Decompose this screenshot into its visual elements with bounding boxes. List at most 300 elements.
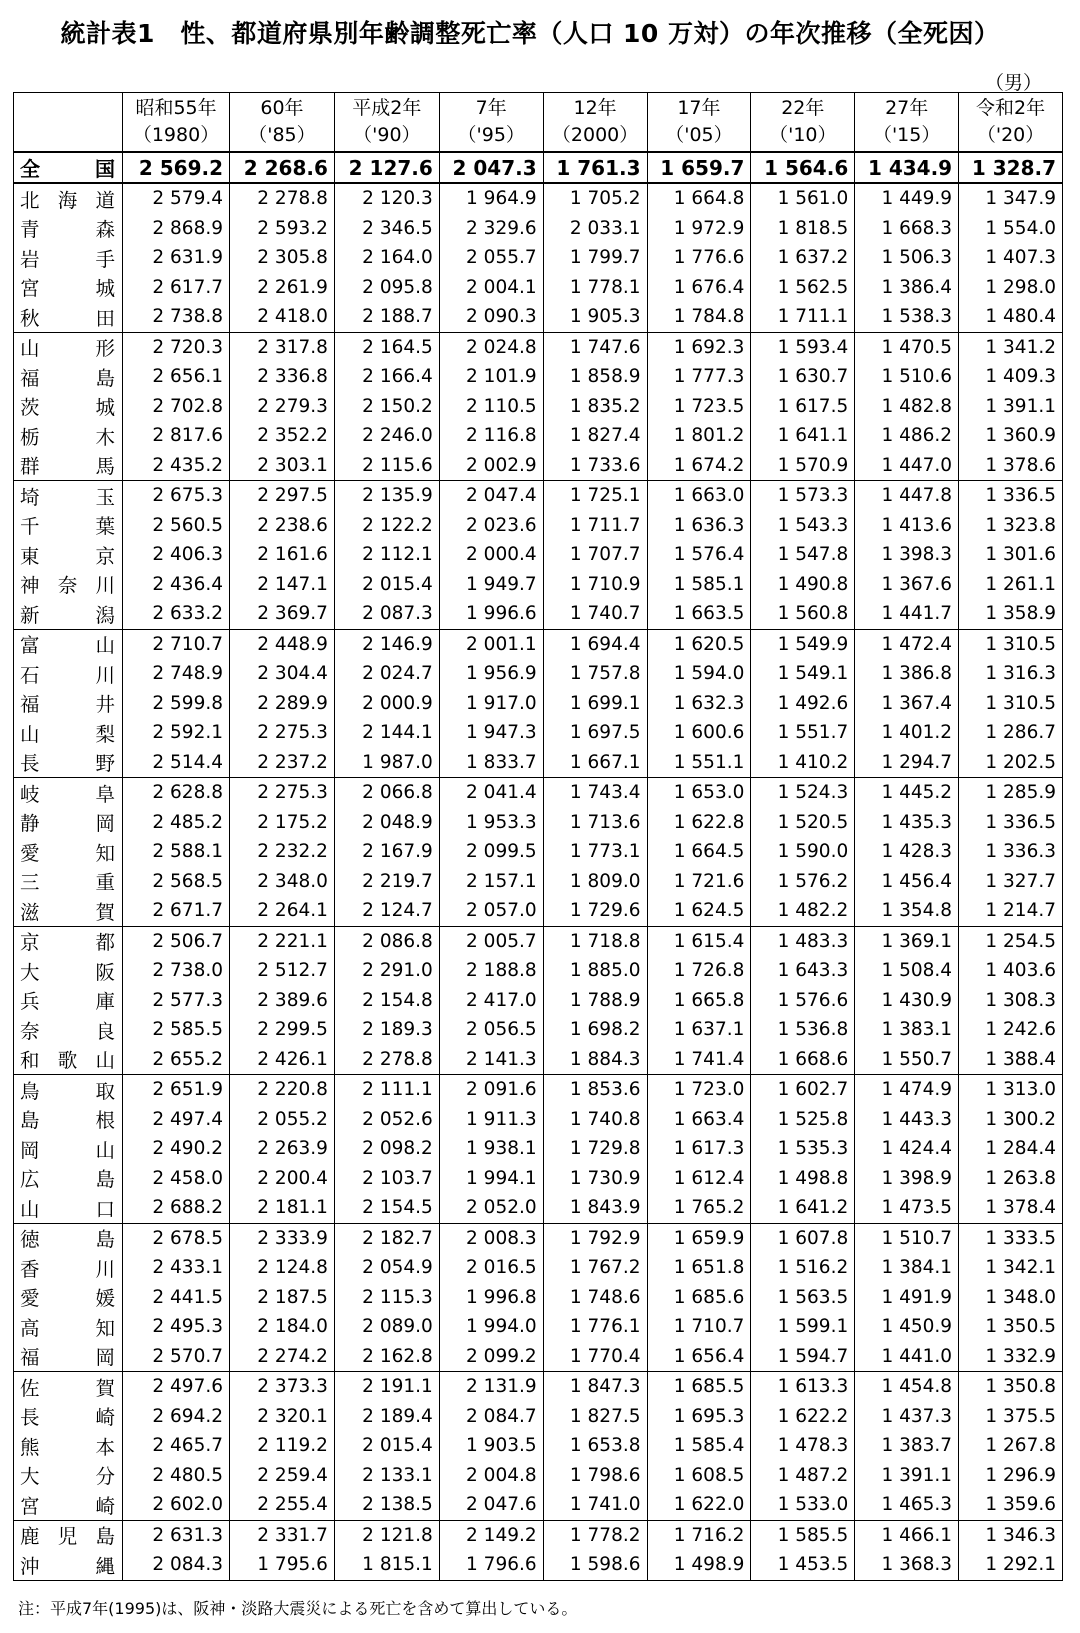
table-cell: 1 413.6: [855, 511, 959, 541]
table-cell: 1 285.9: [959, 778, 1063, 808]
table-cell: 2 144.1: [334, 718, 439, 748]
prefecture-name: 静岡: [14, 808, 123, 838]
table-cell: 2 480.5: [123, 1461, 230, 1491]
table-row: [14, 1372, 1063, 1402]
table-cell: 1 778.2: [543, 1520, 647, 1550]
table-cell: 1 695.3: [647, 1402, 751, 1432]
table-cell: 1 809.0: [543, 867, 647, 897]
table-cell: 1 776.6: [647, 243, 751, 273]
table-cell: 2 084.3: [123, 1550, 230, 1580]
table-row: [14, 332, 1063, 362]
table-cell: 1 602.7: [751, 1075, 855, 1105]
table-cell: 1 767.2: [543, 1253, 647, 1283]
table-cell: 1 473.5: [855, 1193, 959, 1223]
table-cell: 2 232.2: [230, 837, 335, 867]
table-cell: 2 120.3: [334, 183, 439, 214]
header-corner: [14, 93, 123, 153]
table-cell: 1 472.4: [855, 629, 959, 659]
table-cell: 1 549.1: [751, 659, 855, 689]
table-cell: 2 426.1: [230, 1045, 335, 1075]
table-row: [14, 1312, 1063, 1342]
table-cell: 1 490.8: [751, 570, 855, 600]
table-cell: 1 972.9: [647, 214, 751, 244]
table-cell: 1 710.9: [543, 570, 647, 600]
table-cell: 1 740.7: [543, 599, 647, 629]
table-cell: 1 524.3: [751, 778, 855, 808]
table-cell: 1 743.4: [543, 778, 647, 808]
table-cell: 2 599.8: [123, 689, 230, 719]
table-cell: 1 441.0: [855, 1342, 959, 1372]
table-cell: 1 770.4: [543, 1342, 647, 1372]
table-cell: 2 441.5: [123, 1283, 230, 1313]
table-cell: 1 563.5: [751, 1283, 855, 1313]
column-header: [334, 93, 439, 153]
table-cell: 1 713.6: [543, 808, 647, 838]
table-cell: 1 651.8: [647, 1253, 751, 1283]
table-row: [14, 837, 1063, 867]
table-row: [14, 748, 1063, 778]
table-cell: 2 138.5: [334, 1490, 439, 1520]
prefecture-name: 愛知: [14, 837, 123, 867]
table-cell: 2 694.2: [123, 1402, 230, 1432]
page-title: 統計表1 性、都道府県別年齢調整死亡率（人口 10 万対）の年次推移（全死因）: [60, 19, 1000, 48]
table-cell: 2 054.9: [334, 1253, 439, 1283]
table-cell: 2 184.0: [230, 1312, 335, 1342]
table-cell: 2 057.0: [439, 896, 543, 926]
table-cell: 2 055.2: [230, 1105, 335, 1135]
table-cell: 2 166.4: [334, 362, 439, 392]
table-cell: 1 911.3: [439, 1105, 543, 1135]
table-cell: 1 620.5: [647, 629, 751, 659]
table-cell: 1 554.0: [959, 214, 1063, 244]
table-cell: 1 336.5: [959, 808, 1063, 838]
table-cell: 1 336.3: [959, 837, 1063, 867]
table-cell: 1 622.8: [647, 808, 751, 838]
table-cell: 2 056.5: [439, 1015, 543, 1045]
table-cell: 2 122.2: [334, 511, 439, 541]
table-cell: 2 164.0: [334, 243, 439, 273]
footnote: 注：平成7年(1995)は、阪神・淡路大震災による死亡を含めて算出している。: [18, 1599, 578, 1618]
table-cell: 1 637.1: [647, 1015, 751, 1045]
table-row: [14, 718, 1063, 748]
table-cell: 1 369.1: [855, 926, 959, 956]
row-label: 全国: [14, 152, 123, 183]
table-cell: 1 576.4: [647, 540, 751, 570]
table-cell: 2 000.9: [334, 689, 439, 719]
table-cell: 2 592.1: [123, 718, 230, 748]
table-cell: 1 549.9: [751, 629, 855, 659]
table-cell: 1 520.5: [751, 808, 855, 838]
table-cell: 2 702.8: [123, 392, 230, 422]
table-cell: 1 398.3: [855, 540, 959, 570]
table-cell: 2 352.2: [230, 421, 335, 451]
table-cell: 2 023.6: [439, 511, 543, 541]
table-cell: 1 576.2: [751, 867, 855, 897]
table-cell: 1 705.2: [543, 183, 647, 214]
table-body: [14, 152, 1063, 1580]
table-row: [14, 243, 1063, 273]
table-cell: 2 279.3: [230, 392, 335, 422]
table-cell: 1 551.1: [647, 748, 751, 778]
table-cell: 2 289.9: [230, 689, 335, 719]
table-cell: 1 533.0: [751, 1490, 855, 1520]
table-row: [14, 1253, 1063, 1283]
table-cell: 2 291.0: [334, 956, 439, 986]
table-cell: 1 450.9: [855, 1312, 959, 1342]
national-row: [14, 152, 1063, 183]
table-cell: 1 310.5: [959, 629, 1063, 659]
table-row: [14, 778, 1063, 808]
table-cell: 1 441.7: [855, 599, 959, 629]
table-cell: 2 246.0: [334, 421, 439, 451]
column-header-western-year: （1980）: [132, 124, 220, 146]
table-cell: 1 437.3: [855, 1402, 959, 1432]
table-cell: 1 659.9: [647, 1223, 751, 1253]
table-cell: 1 480.4: [959, 302, 1063, 332]
table-cell: 1 342.1: [959, 1253, 1063, 1283]
table-row: [14, 570, 1063, 600]
table-cell: 1 378.6: [959, 451, 1063, 481]
table-cell: 1 624.5: [647, 896, 751, 926]
table-cell: 2 633.2: [123, 599, 230, 629]
table-cell: 1 622.2: [751, 1402, 855, 1432]
table-cell: 2 738.8: [123, 302, 230, 332]
table-cell: 2 631.3: [123, 1520, 230, 1550]
table-row: [14, 896, 1063, 926]
table-row: [14, 1105, 1063, 1135]
table-cell: 2 346.5: [334, 214, 439, 244]
table-cell: 1 261.1: [959, 570, 1063, 600]
table-cell: 1 765.2: [647, 1193, 751, 1223]
table-cell: 2 655.2: [123, 1045, 230, 1075]
table-cell: 2 274.2: [230, 1342, 335, 1372]
table-cell: 1 730.9: [543, 1164, 647, 1194]
table-cell: 2 602.0: [123, 1490, 230, 1520]
table-cell: 1 598.6: [543, 1550, 647, 1580]
prefecture-name: 愛媛: [14, 1283, 123, 1313]
prefecture-name: 北海道: [14, 183, 123, 214]
table-cell: 2 458.0: [123, 1164, 230, 1194]
table-cell: 1 723.0: [647, 1075, 751, 1105]
table-cell: 1 622.0: [647, 1490, 751, 1520]
table-cell: 1 747.6: [543, 332, 647, 362]
table-cell: 1 410.2: [751, 748, 855, 778]
table-cell: 2 047.3: [439, 152, 543, 183]
table-cell: 1 301.6: [959, 540, 1063, 570]
table-cell: 2 090.3: [439, 302, 543, 332]
table-cell: 1 403.6: [959, 956, 1063, 986]
table-cell: 1 741.4: [647, 1045, 751, 1075]
table-row: [14, 1015, 1063, 1045]
table-cell: 1 536.8: [751, 1015, 855, 1045]
table-cell: 1 470.5: [855, 332, 959, 362]
table-row: [14, 1283, 1063, 1313]
table-cell: 1 350.5: [959, 1312, 1063, 1342]
column-header-year: 平成2年: [352, 97, 422, 119]
table-row: [14, 1402, 1063, 1432]
table-cell: 2 135.9: [334, 481, 439, 511]
table-cell: 1 667.1: [543, 748, 647, 778]
table-cell: 2 048.9: [334, 808, 439, 838]
table-cell: 1 858.9: [543, 362, 647, 392]
table-cell: 1 617.3: [647, 1134, 751, 1164]
table-cell: 1 453.5: [751, 1550, 855, 1580]
table-cell: 1 585.1: [647, 570, 751, 600]
table-cell: 2 320.1: [230, 1402, 335, 1432]
table-cell: 2 331.7: [230, 1520, 335, 1550]
table-cell: 1 710.7: [647, 1312, 751, 1342]
table-cell: 2 066.8: [334, 778, 439, 808]
table-cell: 1 617.5: [751, 392, 855, 422]
table-cell: 2 141.3: [439, 1045, 543, 1075]
table-cell: 2 568.5: [123, 867, 230, 897]
table-cell: 1 733.6: [543, 451, 647, 481]
table-cell: 2 147.1: [230, 570, 335, 600]
table-cell: 1 570.9: [751, 451, 855, 481]
table-cell: 2 868.9: [123, 214, 230, 244]
prefecture-name: 高知: [14, 1312, 123, 1342]
table-cell: 1 630.7: [751, 362, 855, 392]
table-cell: 2 161.6: [230, 540, 335, 570]
column-header: [751, 93, 855, 153]
table-cell: 1 615.4: [647, 926, 751, 956]
column-header-year: 27年: [885, 97, 929, 119]
prefecture-name: 秋田: [14, 302, 123, 332]
table-cell: 1 676.4: [647, 273, 751, 303]
prefecture-name: 神奈川: [14, 570, 123, 600]
prefecture-name: 富山: [14, 629, 123, 659]
column-header-western-year: （'90）: [353, 124, 421, 146]
column-header-western-year: （2000）: [551, 124, 639, 146]
prefecture-name: 京都: [14, 926, 123, 956]
table-cell: 2 577.3: [123, 986, 230, 1016]
table-cell: 2 154.8: [334, 986, 439, 1016]
prefecture-name: 群馬: [14, 451, 123, 481]
table-cell: 1 407.3: [959, 243, 1063, 273]
column-header: [123, 93, 230, 153]
table-cell: 2 015.4: [334, 570, 439, 600]
table-cell: 2 497.6: [123, 1372, 230, 1402]
table-cell: 2 162.8: [334, 1342, 439, 1372]
prefecture-name: 徳島: [14, 1223, 123, 1253]
table-cell: 2 191.1: [334, 1372, 439, 1402]
table-cell: 1 391.1: [855, 1461, 959, 1491]
table-cell: 1 551.7: [751, 718, 855, 748]
table-cell: 2 569.2: [123, 152, 230, 183]
table-cell: 2 497.4: [123, 1105, 230, 1135]
table-row: [14, 1520, 1063, 1550]
table-row: [14, 599, 1063, 629]
prefecture-name: 岡山: [14, 1134, 123, 1164]
table-cell: 1 525.8: [751, 1105, 855, 1135]
table-cell: 2 047.4: [439, 481, 543, 511]
table-cell: 1 386.4: [855, 273, 959, 303]
table-cell: 1 498.9: [647, 1550, 751, 1580]
table-cell: 2 336.8: [230, 362, 335, 392]
table-cell: 1 718.8: [543, 926, 647, 956]
mortality-table: [13, 92, 1063, 1581]
table-cell: 1 202.5: [959, 748, 1063, 778]
table-cell: 2 188.7: [334, 302, 439, 332]
table-cell: 2 091.6: [439, 1075, 543, 1105]
prefecture-name: 佐賀: [14, 1372, 123, 1402]
table-cell: 2 200.4: [230, 1164, 335, 1194]
table-cell: 2 086.8: [334, 926, 439, 956]
table-cell: 1 358.9: [959, 599, 1063, 629]
table-cell: 1 434.9: [855, 152, 959, 183]
table-cell: 1 313.0: [959, 1075, 1063, 1105]
table-cell: 1 711.1: [751, 302, 855, 332]
table-cell: 1 607.8: [751, 1223, 855, 1253]
table-cell: 1 827.4: [543, 421, 647, 451]
table-cell: 1 378.4: [959, 1193, 1063, 1223]
prefecture-name: 山梨: [14, 718, 123, 748]
table-row: [14, 511, 1063, 541]
table-cell: 1 637.2: [751, 243, 855, 273]
column-header-western-year: （'95）: [457, 124, 525, 146]
table-cell: 1 636.3: [647, 511, 751, 541]
table-cell: 1 729.8: [543, 1134, 647, 1164]
table-cell: 2 317.8: [230, 332, 335, 362]
table-cell: 1 560.8: [751, 599, 855, 629]
table-cell: 2 259.4: [230, 1461, 335, 1491]
column-header: [647, 93, 751, 153]
table-cell: 2 738.0: [123, 956, 230, 986]
table-cell: 1 538.3: [855, 302, 959, 332]
table-cell: 2 585.5: [123, 1015, 230, 1045]
table-cell: 1 354.8: [855, 896, 959, 926]
table-cell: 2 329.6: [439, 214, 543, 244]
table-cell: 2 121.8: [334, 1520, 439, 1550]
table-cell: 2 115.3: [334, 1283, 439, 1313]
table-cell: 1 465.3: [855, 1490, 959, 1520]
table-cell: 2 389.6: [230, 986, 335, 1016]
table-cell: 1 486.2: [855, 421, 959, 451]
table-cell: 2 275.3: [230, 718, 335, 748]
table-cell: 1 903.5: [439, 1431, 543, 1461]
table-cell: 2 002.9: [439, 451, 543, 481]
table-cell: 1 310.5: [959, 689, 1063, 719]
column-header-year: 12年: [573, 97, 617, 119]
table-cell: 2 182.7: [334, 1223, 439, 1253]
table-row: [14, 808, 1063, 838]
table-cell: 1 327.7: [959, 867, 1063, 897]
table-cell: 1 949.7: [439, 570, 543, 600]
prefecture-name: 長崎: [14, 1402, 123, 1432]
prefecture-name: 熊本: [14, 1431, 123, 1461]
column-header: [439, 93, 543, 153]
table-cell: 2 671.7: [123, 896, 230, 926]
table-cell: 1 776.1: [543, 1312, 647, 1342]
table-cell: 1 543.3: [751, 511, 855, 541]
table-cell: 1 674.2: [647, 451, 751, 481]
table-row: [14, 629, 1063, 659]
table-cell: 1 332.9: [959, 1342, 1063, 1372]
table-cell: 1 483.3: [751, 926, 855, 956]
table-cell: 2 651.9: [123, 1075, 230, 1105]
table-cell: 1 884.3: [543, 1045, 647, 1075]
table-cell: 1 815.1: [334, 1550, 439, 1580]
table-cell: 1 761.3: [543, 152, 647, 183]
table-cell: 1 298.0: [959, 273, 1063, 303]
table-row: [14, 392, 1063, 422]
table-cell: 2 131.9: [439, 1372, 543, 1402]
table-cell: 1 847.3: [543, 1372, 647, 1402]
column-header: [855, 93, 959, 153]
table-cell: 1 613.3: [751, 1372, 855, 1402]
table-cell: 2 588.1: [123, 837, 230, 867]
column-header: [543, 93, 647, 153]
table-cell: 1 506.3: [855, 243, 959, 273]
table-cell: 2 084.7: [439, 1402, 543, 1432]
table-cell: 1 386.8: [855, 659, 959, 689]
table-cell: 1 711.7: [543, 511, 647, 541]
table-cell: 1 294.7: [855, 748, 959, 778]
table-row: [14, 1223, 1063, 1253]
table-cell: 2 052.6: [334, 1105, 439, 1135]
table-cell: 2 720.3: [123, 332, 230, 362]
table-row: [14, 1461, 1063, 1491]
table-row: [14, 1342, 1063, 1372]
table-cell: 1 336.5: [959, 481, 1063, 511]
table-cell: 1 454.8: [855, 1372, 959, 1402]
prefecture-name: 大分: [14, 1461, 123, 1491]
table-cell: 1 694.4: [543, 629, 647, 659]
table-cell: 2 189.3: [334, 1015, 439, 1045]
prefecture-name: 鹿児島: [14, 1520, 123, 1550]
table-cell: 1 383.7: [855, 1431, 959, 1461]
column-header: [230, 93, 335, 153]
header-row: [14, 93, 1063, 153]
table-cell: 1 643.3: [751, 956, 855, 986]
prefecture-name: 大阪: [14, 956, 123, 986]
prefecture-name: 茨城: [14, 392, 123, 422]
table-cell: 2 238.6: [230, 511, 335, 541]
table-cell: 1 600.6: [647, 718, 751, 748]
table-cell: 1 447.8: [855, 481, 959, 511]
table-cell: 1 308.3: [959, 986, 1063, 1016]
table-cell: 1 599.1: [751, 1312, 855, 1342]
table-cell: 1 424.4: [855, 1134, 959, 1164]
table-cell: 1 398.9: [855, 1164, 959, 1194]
table-cell: 2 278.8: [334, 1045, 439, 1075]
table-cell: 1 663.4: [647, 1105, 751, 1135]
table-cell: 1 664.5: [647, 837, 751, 867]
prefecture-name: 長野: [14, 748, 123, 778]
table-cell: 2 116.8: [439, 421, 543, 451]
table-cell: 1 466.1: [855, 1520, 959, 1550]
table-row: [14, 956, 1063, 986]
table-cell: 1 947.3: [439, 718, 543, 748]
table-cell: 1 725.1: [543, 481, 647, 511]
table-cell: 1 516.2: [751, 1253, 855, 1283]
table-cell: 1 456.4: [855, 867, 959, 897]
table-cell: 1 388.4: [959, 1045, 1063, 1075]
table-cell: 1 773.1: [543, 837, 647, 867]
table-cell: 1 535.3: [751, 1134, 855, 1164]
table-cell: 1 798.6: [543, 1461, 647, 1491]
table-cell: 1 594.0: [647, 659, 751, 689]
table-cell: 1 796.6: [439, 1550, 543, 1580]
table-cell: 1 685.6: [647, 1283, 751, 1313]
table-cell: 2 001.1: [439, 629, 543, 659]
table-cell: 2 103.7: [334, 1164, 439, 1194]
table-cell: 2 157.1: [439, 867, 543, 897]
prefecture-name: 沖縄: [14, 1550, 123, 1580]
table-cell: 1 723.5: [647, 392, 751, 422]
table-cell: 1 835.2: [543, 392, 647, 422]
table-cell: 1 748.6: [543, 1283, 647, 1313]
